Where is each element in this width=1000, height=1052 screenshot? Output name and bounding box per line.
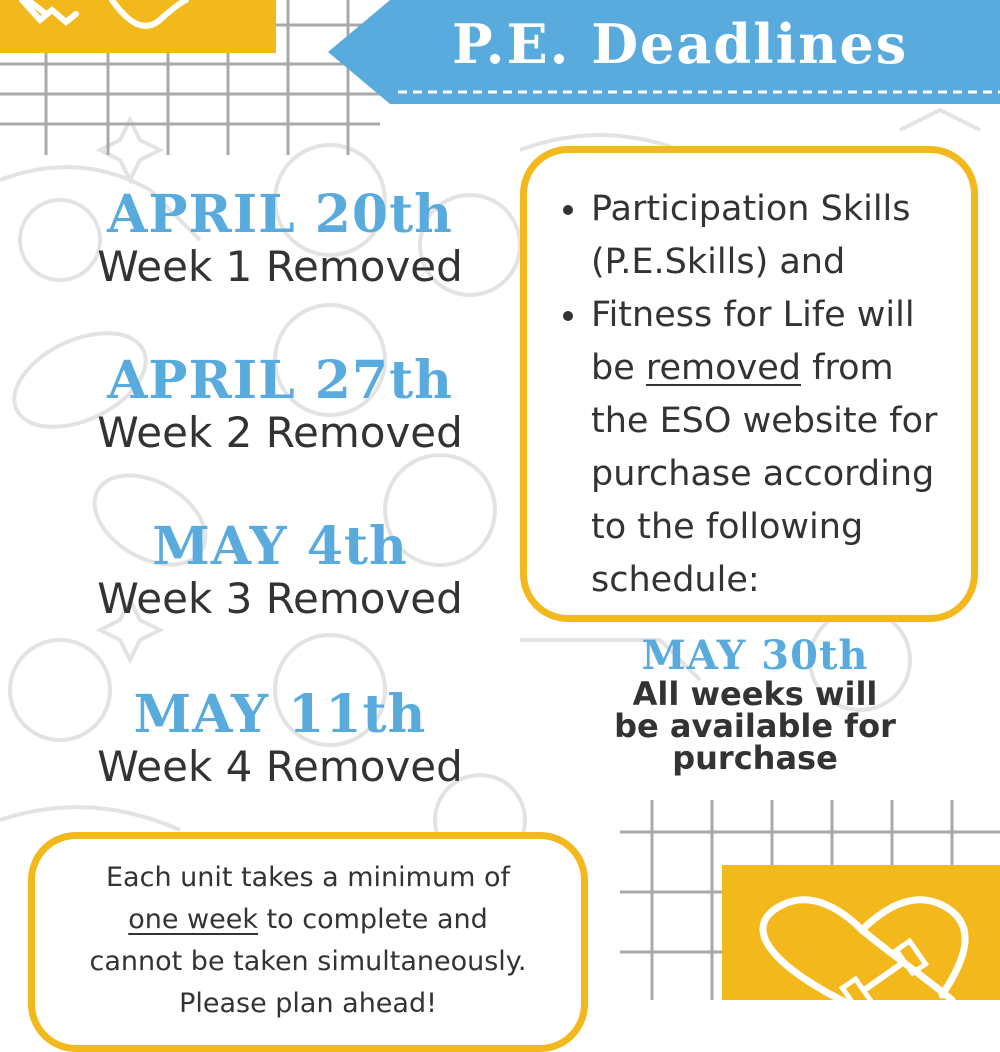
note-box: [28, 832, 588, 1052]
one-week-emphasis: one week: [128, 904, 258, 935]
schedule-date: APRIL 27th: [107, 350, 453, 411]
note-line: Please plan ahead!: [179, 988, 437, 1019]
info-bullet: [561, 289, 959, 607]
schedule-date: MAY 4th: [152, 516, 408, 577]
info-bullet-text: Participation Skills (P.E.Skills) and: [591, 189, 911, 282]
info-bullet: [561, 183, 959, 289]
top-left-icon-box: [0, 0, 276, 53]
schedule-label: Week 4 Removed: [97, 742, 463, 791]
info-list: [561, 183, 959, 607]
removed-emphasis: removed: [645, 348, 802, 388]
bottom-right-icon-box: [722, 865, 1000, 1000]
schedule-date: APRIL 20th: [107, 184, 453, 245]
availability-date: MAY 30th: [641, 632, 869, 679]
availability-line: All weeks will: [632, 675, 878, 713]
note-line: [35, 899, 581, 941]
page-title: P.E. Deadlines: [452, 12, 909, 76]
heart-dumbbell-icon: [0, 0, 276, 53]
info-bullet-text: Fitness for Life will be: [591, 295, 915, 388]
schedule-label: Week 2 Removed: [97, 408, 463, 457]
note-text: to complete and: [258, 904, 488, 935]
info-box: [520, 146, 978, 622]
heart-dumbbell-icon: [722, 865, 1000, 1000]
title-banner: [328, 0, 1000, 104]
note-line: Each unit takes a minimum of: [106, 862, 510, 893]
info-bullet-text: from the ESO website for purchase according to the following schedule:: [591, 348, 938, 600]
schedule-label: Week 1 Removed: [97, 242, 463, 291]
schedule-date: MAY 11th: [133, 684, 427, 745]
availability-line: be available for: [614, 707, 896, 745]
availability-line: purchase: [672, 739, 838, 777]
schedule-label: Week 3 Removed: [97, 574, 463, 623]
note-line: cannot be taken simultaneously.: [89, 946, 527, 977]
